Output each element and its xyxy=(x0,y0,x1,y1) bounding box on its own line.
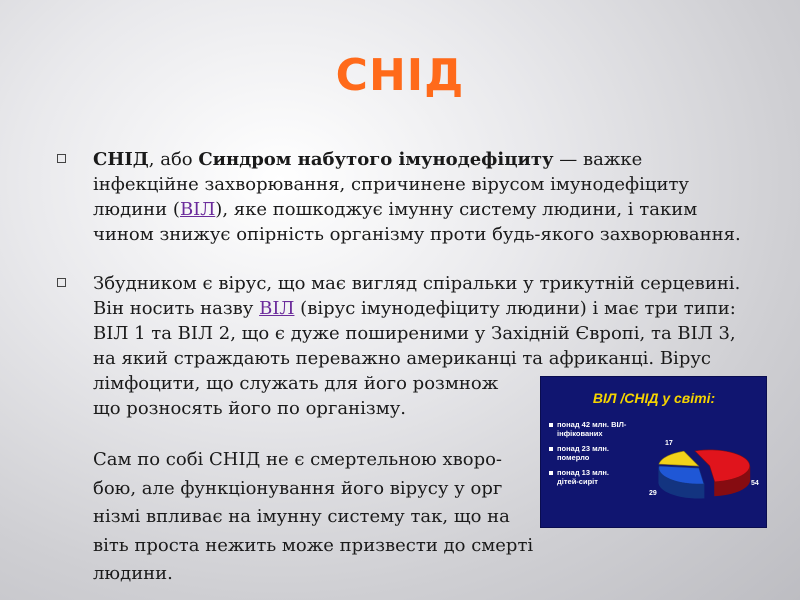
chart-title: ВІЛ /СНІД у світі: xyxy=(592,390,716,406)
text-span: (вірус імунодефіциту людини) і має три типи: ВІЛ 1 та ВІЛ 2, що є дуже поширеними у Західній Європі, та ВІЛ 3, на який страждають переважно американці та африканці. Вірус xyxy=(93,298,736,369)
pie-value-label: 17 xyxy=(665,440,673,447)
chart-svg xyxy=(541,377,768,529)
text-span: ), яке пошкоджує імунну систему людини, і таким чином знижує опірність організму проти будь-якого захворювання. xyxy=(93,199,741,245)
text-span: , або xyxy=(148,149,199,170)
paragraph-line: людини. xyxy=(93,563,173,584)
body-paragraph xyxy=(93,446,563,589)
text-span: лімфоцити, що служать для його розмнож xyxy=(93,373,499,394)
legend-entry: понад 23 млн. померло xyxy=(557,444,610,462)
bullet-text-1 xyxy=(93,147,753,247)
paragraph-line: Сам по собі СНІД не є смертельною хворо- xyxy=(93,449,503,470)
text-span: — важке інфекційне захворювання, спричинене вірусом імунодефіциту людини ( xyxy=(93,149,690,220)
pie-slice xyxy=(659,451,699,466)
chart-pie xyxy=(649,440,759,498)
hiv-link[interactable]: ВІЛ xyxy=(179,199,216,220)
legend-entry: понад 42 млн. ВІЛ-інфікованих xyxy=(557,420,627,438)
paragraph-line: нізмі впливає на імунну систему так, що на xyxy=(93,506,510,527)
text-span: Збудником є вірус, що має вигляд спіральки у трикутній серцевині. Він носить назву xyxy=(93,273,741,319)
legend-bullet-icon xyxy=(549,471,553,475)
slide-title: СНІД xyxy=(335,50,465,101)
hiv-link[interactable]: ВІЛ xyxy=(259,298,295,319)
term-aids: СНІД xyxy=(93,149,149,170)
legend-bullet-icon xyxy=(549,447,553,451)
paragraph-line: бою, але функціонування його вірусу у орг xyxy=(93,477,503,499)
legend-bullet-icon xyxy=(549,423,553,427)
text-span: що розносять його по організму. xyxy=(93,398,407,419)
legend-entry: понад 13 млн. дітей-сиріт xyxy=(557,468,610,486)
chart-legend xyxy=(549,420,627,486)
square-bullet-icon xyxy=(57,154,66,163)
hiv-world-chart xyxy=(540,376,767,528)
square-bullet-icon xyxy=(57,278,66,287)
pie-value-label: 54 xyxy=(751,480,759,487)
pie-value-label: 29 xyxy=(649,490,657,497)
term-full: Синдром набутого імунодефіциту xyxy=(198,149,554,170)
paragraph-line: віть проста нежить може призвести до смерті xyxy=(93,534,534,556)
